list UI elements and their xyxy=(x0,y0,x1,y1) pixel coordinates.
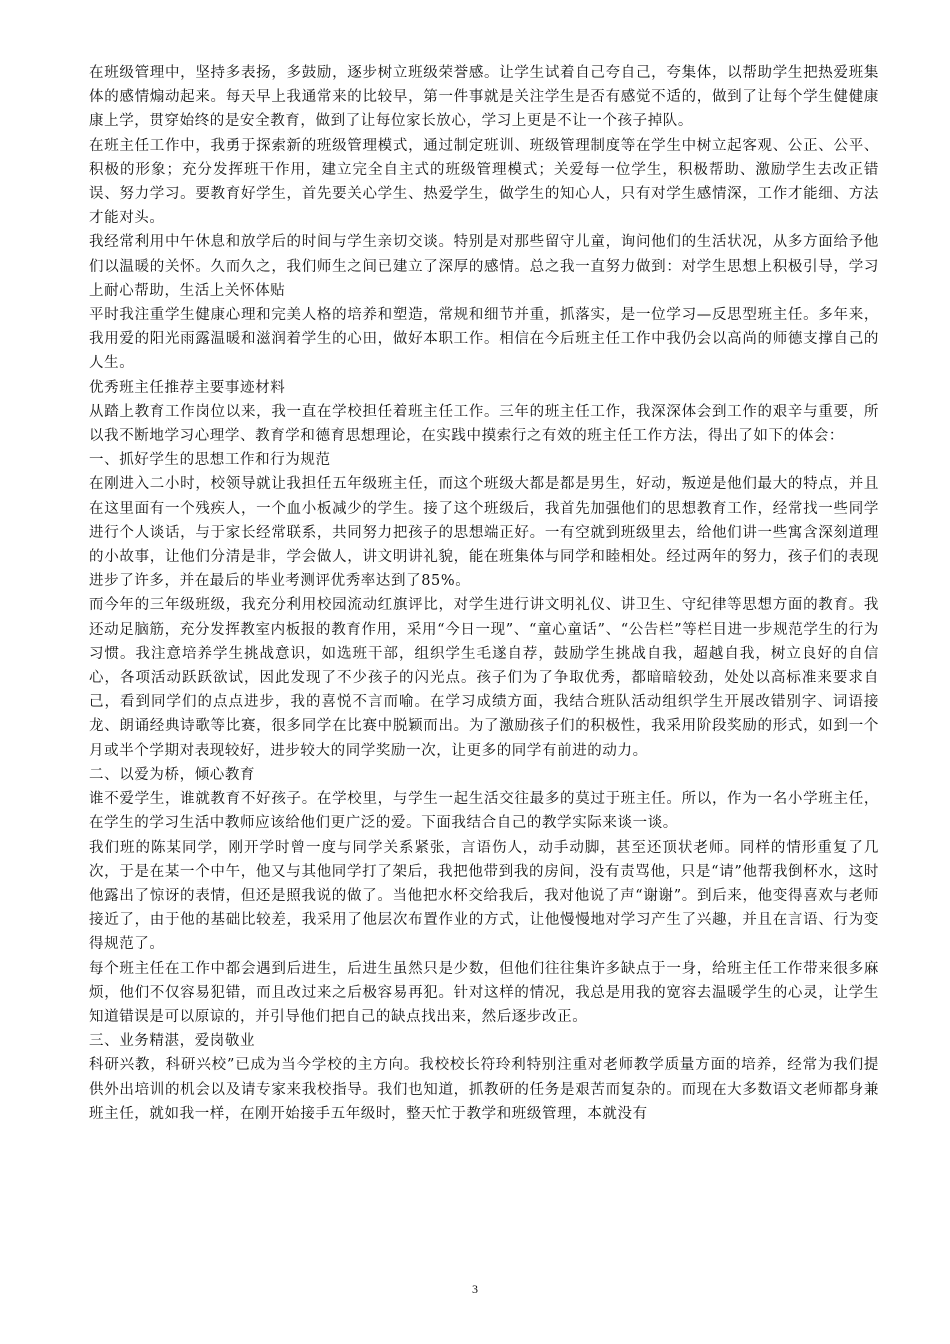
paragraph-mental-health: 平时我注重学生健康心理和完美人格的培养和塑造，常规和细节并重，抓落实，是一位学习—反思型班主任。多年来，我用爱的阳光雨露温暖和滋润着学生的心田，做好本职工作。相信在今后班主任工作中我仍会以高尚的师德支撑自己的人生。 xyxy=(89,307,879,372)
paragraph-love-students: 谁不爱学生，谁就教育不好孩子。在学校里，与学生一起生活交往最多的莫过于班主任。所以，作为一名小学班主任，在学生的学习生活中教师应该给他们更广泛的爱。下面我结合自己的教学实际来谈一谈。 xyxy=(89,791,879,832)
heading-section-two: 二、以爱为桥，倾心教育 xyxy=(89,766,256,783)
paragraph-career-intro: 从踏上教育工作岗位以来，我一直在学校担任着班主任工作。三年的班主任工作，我深深体会到工作的艰辛与重要，所以我不断地学习心理学、教育学和德育思想理论，在实践中摸索行之有效的班主任工作方法，得出了如下的体会： xyxy=(89,403,879,445)
section-title-recommendation: 优秀班主任推荐主要事迹材料 xyxy=(89,379,286,396)
heading-section-three: 三、业务精湛，爱岗敬业 xyxy=(89,1033,256,1050)
paragraph-research-teaching: 科研兴教，科研兴校”已成为当今学校的主方向。我校校长符玲利特别注重对老师教学质量方面的培养，经常为我们提供外出培训的机会以及请专家来我校指导。我们也知道，抓教研的任务是艰苦而复杂的。而现在大多数语文老师都身兼班主任，就如我一样，在刚开始接手五年级时，整天忙于教学和班级管理，本就没有 xyxy=(89,1057,879,1122)
heading-section-one: 一、抓好学生的思想工作和行为规范 xyxy=(89,452,331,469)
paragraph-third-grade-class: 而今年的三年级班级，我充分利用校园流动红旗评比，对学生进行讲文明礼仪、讲卫生、守纪律等思想方面的教育。我还动足脑筋，充分发挥教室内板报的教育作用，采用“今日一现”、“童心童话”、“公告栏”等栏目进一步规范学生的行为习惯。我注意培养学生挑战意识，如选班干部，组织学生毛遂自荐，鼓励学生挑战自我，超越自我，树立良好的自信心，各项活动跃跃欲试，因此发现了不少孩子的闪光点。孩子们为了争取优秀，都暗暗较劲，处处以高标准来要求自己，看到同学们的点点进步，我的喜悦不言而喻。在学习成绩方面，我结合班队活动组织学生开展改错别字、词语接龙、朗诵经典诗歌等比赛，很多同学在比赛中脱颖而出。为了激励孩子们的积极性，我采用阶段奖励的形式，如到一个月或半个学期对表现较好，进步较大的同学奖励一次，让更多的同学有前进的动力。 xyxy=(89,597,879,759)
paragraph-student-chen: 我们班的陈某同学，刚开学时曾一度与同学关系紧张，言语伤人，动手动脚，甚至还顶状老师。同样的情形重复了几次，于是在某一个中午，他又与其他同学打了架后，我把他带到我的房间，没有责骂他，只是“请”他帮我倒杯水，这时他露出了惊讶的表情，但还是照我说的做了。当他把水杯交给我后，我对他说了声“谢谢”。到后来，他变得喜欢与老师接近了，由于他的基础比较差，我采用了他层次布置作业的方式，让他慢慢地对学习产生了兴趣，并且在言语、行为变得规范了。 xyxy=(89,839,879,953)
page-number: 3 xyxy=(472,1282,478,1296)
paragraph-underachievers: 每个班主任在工作中都会遇到后进生，后进生虽然只是少数，但他们往往集许多缺点于一身，给班主任工作带来很多麻烦，他们不仅容易犯错，而且改过来之后极容易再犯。针对这样的情况，我总是用我的宽容去温暖学生的心灵，让学生知道错误是可以原谅的，并引导他们把自己的缺点找出来，然后逐步改正。 xyxy=(89,960,879,1025)
paragraph-new-management-mode: 在班主任工作中，我勇于探索新的班级管理模式，通过制定班训、班级管理制度等在学生中树立起客观、公正、公平、积极的形象；充分发挥班干作用，建立完全自主式的班级管理模式；关爱每一位学生，积极帮助、激励学生去改正错误、努力学习。要教育好学生，首先要关心学生、热爱学生，做学生的知心人，只有对学生感情深，工作才能细、方法才能对头。 xyxy=(89,137,879,227)
paragraph-class-management-praise: 在班级管理中，坚持多表扬，多鼓励，逐步树立班级荣誉感。让学生试着自己夸自己，夸集体，以帮助学生把热爱班集体的感情煽动起来。每天早上我通常来的比较早，第一件事就是关注学生是否有感觉不适的，做到了让每个学生健健康康上学，贯穿始终的是安全教育，做到了让每位家长放心，学习上更是不让一个孩子掉队。 xyxy=(89,65,879,130)
paragraph-fifth-grade-class: 在刚进入二小时，校领导就让我担任五年级班主任，而这个班级大都是都是男生，好动，叛逆是他们最大的特点，并且在这里面有一个残疾人，一个血小板减少的学生。接了这个班级后，我首先加强他们的思想教育工作，经常找一些同学进行个人谈话，与于家长经常联系，共同努力把孩子的思想端正好。一有空就到班级里去，给他们讲一些寓含深刻道理的小故事，让他们分清是非，学会做人，讲文明讲礼貌，能在班集体与同学和睦相处。经过两年的努力，孩子们的表现进步了许多，并在最后的毕业考测评优秀率达到了85%。 xyxy=(89,476,879,590)
paragraph-talk-with-students: 我经常利用中午休息和放学后的时间与学生亲切交谈。特别是对那些留守儿童，询问他们的生活状况，从多方面给予他们以温暖的关怀。久而久之，我们师生之间已建立了深厚的感情。总之我一直努力做到：对学生思想上积极引导，学习上耐心帮助，生活上关怀体贴 xyxy=(89,234,879,299)
document-body xyxy=(89,61,879,1126)
